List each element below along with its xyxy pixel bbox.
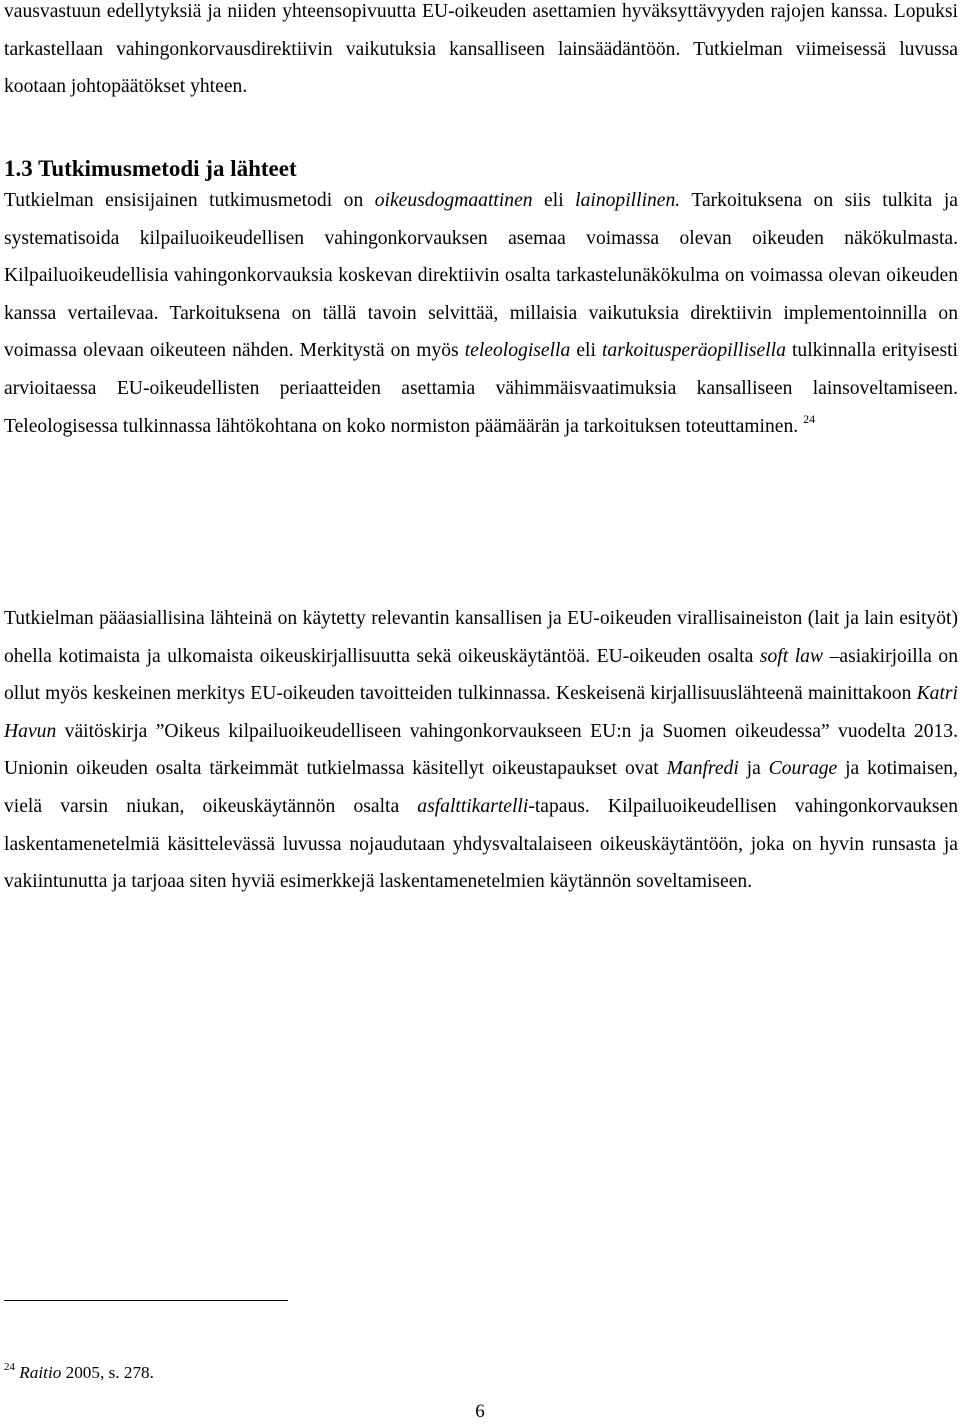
italic-case-name: Courage — [768, 758, 838, 780]
italic-term: tarkoitusperäopillisella — [601, 340, 786, 362]
italic-term: soft law — [759, 645, 824, 667]
footnote-number: 24 — [4, 1361, 15, 1373]
footnote-author: Raitio — [19, 1363, 62, 1382]
section-heading: 1.3 Tutkimusmetodi ja lähteet — [4, 156, 297, 181]
footnote-reference[interactable]: 24 — [803, 411, 816, 426]
text-run: ja — [738, 758, 769, 780]
paragraph-research-method — [4, 182, 958, 445]
paragraph-sources — [4, 600, 958, 901]
text-run: väitöskirja ”Oikeus kilpailuoikeudelliseen vahingonkorvaukseen EU:n ja Suomen oikeudessa” vuodelta 2013. Unionin oikeuden osalta tärkeimmät tutkielmassa käsitellyt oikeustapaukset ovat — [4, 720, 958, 780]
text-run: ja kotimaisen, vielä varsin niukan, oikeuskäytännön osalta — [4, 758, 958, 817]
page-number: 6 — [475, 1401, 485, 1422]
text-run: Tarkoituksena on siis tulkita ja systematisoida kilpailuoikeudellisen vahingonkorvauksen asemaa voimassa olevan oikeuden näkökulmasta. Kilpailuoikeudellisia vahingonkorvauksia koskevan direktiivin osalta tarkastelunäkökulma on voimassa olevan oikeuden kanssa vertailevaa. Tarkoituksena on tällä tavoin selvittää, millaisia vaikutuksia direktiivin implementoinnilla on voimassa olevaan oikeuteen nähden. Merkitystä on myös — [4, 190, 958, 362]
italic-case-name: asfalttikartelli — [417, 795, 529, 817]
text-run: –asiakirjoilla on ollut myös keskeinen merkitys EU-oikeuden tavoitteiden tulkinnassa. Keskeisenä kirjallisuuslähteenä mainittakoon — [4, 645, 959, 705]
text-run: eli — [570, 340, 602, 362]
paragraph-intro-end — [4, 0, 958, 106]
text-run: -tapaus. Kilpailuoikeudellisen vahingonkorvauksen laskentamenetelmiä käsittelevässä luvussa nojaudutaan yhdysvaltalaiseen oikeuskäytäntöön, joka on hyvin runsasta ja vakiintunutta ja tarjoaa siten hyviä esimerkkejä laskentamenetelmien käytännön soveltamiseen. — [4, 795, 958, 893]
footnote — [4, 1358, 154, 1388]
italic-case-name: Manfredi — [666, 758, 739, 780]
text-run: eli — [532, 190, 576, 211]
italic-term: lainopillinen. — [575, 190, 681, 211]
paragraph-text: vausvastuun edellytyksiä ja niiden yhteensopivuutta EU-oikeuden asettamien hyväksyttävyyden rajojen kanssa. Lopuksi tarkastellaan vahingonkorvausdirektiivin vaikutuksia kansalliseen lainsäädäntöön. Tutkielman viimeisessä luvussa kootaan johtopäätökset yhteen. — [4, 1, 958, 98]
italic-name: Katri Havun — [4, 683, 958, 742]
text-run: tulkinnalla erityisesti arvioitaessa EU-oikeudellisten periaatteiden asettamia vähimmäisvaatimuksia kansalliseen lainsoveltamiseen. Teleologisessa tulkinnassa lähtökohtana on koko normiston päämäärän ja tarkoituksen toteuttaminen. — [4, 340, 958, 437]
italic-term: teleologisella — [464, 340, 571, 362]
footnote-citation: 2005, s. 278. — [61, 1363, 154, 1382]
text-run: Tutkielman pääasiallisina lähteinä on käytetty relevantin kansallisen ja EU-oikeuden virallisainеiston (lait ja lain esityöt) ohella kotimaista ja ulkomaista oikeuskirjallisuutta sekä oikeuskäytäntöä. EU-oikeuden osalta — [4, 608, 958, 667]
italic-term: oikeusdogmaattinen — [374, 190, 533, 211]
text-run: Tutkielman ensisijainen tutkimusmetodi on — [4, 190, 375, 211]
footnote-separator — [4, 1300, 288, 1301]
